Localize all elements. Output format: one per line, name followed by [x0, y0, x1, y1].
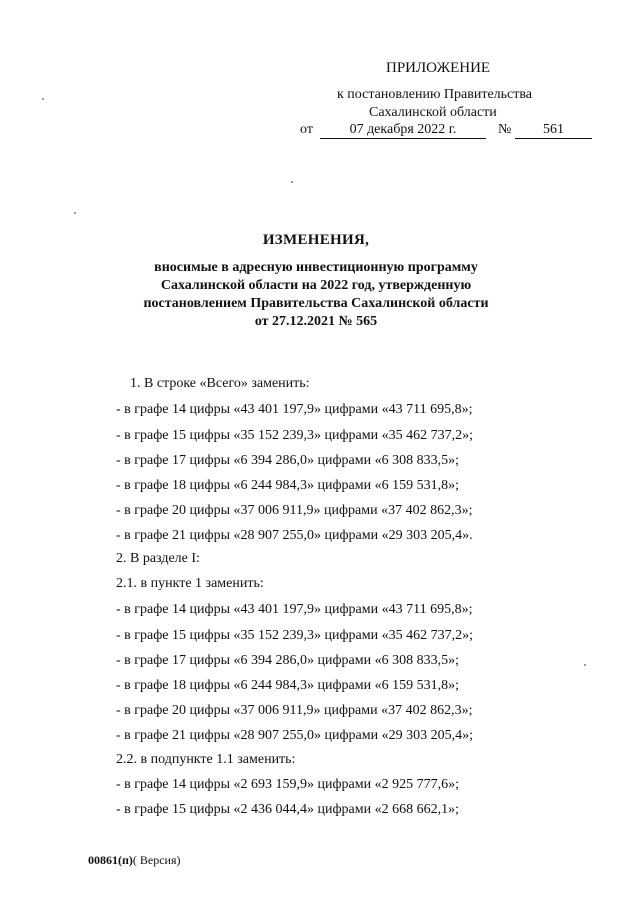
scan-speck	[584, 664, 586, 666]
body-line: - в графе 21 цифры «28 907 255,0» цифрами «29 303 205,4»;	[116, 728, 473, 743]
subtitle-line-2: Сахалинской области на 2022 год, утвержденную	[160, 278, 472, 293]
body-line: - в графе 21 цифры «28 907 255,0» цифрами «29 303 205,4».	[116, 528, 473, 543]
subtitle-line-4: от 27.12.2021 № 565	[254, 314, 378, 329]
subsection-heading: 2.1. в пункте 1 заменить:	[116, 576, 264, 591]
body-line: - в графе 17 цифры «6 394 286,0» цифрами «6 308 833,5»;	[116, 453, 459, 468]
body-line: - в графе 15 цифры «2 436 044,4» цифрами «2 668 662,1»;	[116, 802, 459, 817]
body-line: - в графе 20 цифры «37 006 911,9» цифрами «37 402 862,3»;	[116, 703, 473, 718]
scan-speck	[42, 98, 44, 100]
document-title: ИЗМЕНЕНИЯ,	[262, 232, 370, 248]
body-line: - в графе 14 цифры «2 693 159,9» цифрами «2 925 777,6»;	[116, 777, 459, 792]
subsection-heading: 2.2. в подпункте 1.1 заменить:	[116, 752, 296, 767]
footer-version: ( Версия)	[132, 853, 181, 867]
body-line: - в графе 14 цифры «43 401 197,9» цифрами «43 711 695,8»;	[116, 402, 473, 417]
footer-code	[88, 853, 181, 868]
date-value: 07 декабря 2022 г.	[320, 122, 486, 139]
number-prefix: №	[498, 122, 512, 137]
appendix-line-1: к постановлению Правительства	[337, 87, 533, 102]
scan-speck	[291, 181, 293, 183]
scan-speck	[74, 212, 76, 214]
date-prefix: от	[300, 122, 313, 137]
body-line: 1. В строке «Всего» заменить:	[130, 376, 310, 391]
body-line: - в графе 15 цифры «35 152 239,3» цифрами «35 462 737,2»;	[116, 428, 473, 443]
body-line: - в графе 18 цифры «6 244 984,3» цифрами «6 159 531,8»;	[116, 678, 459, 693]
number-value: 561	[515, 122, 592, 139]
footer-doc-code: 00861(п)	[88, 853, 133, 867]
date-number-row	[300, 122, 600, 142]
body-line: - в графе 20 цифры «37 006 911,9» цифрами «37 402 862,3»;	[116, 503, 473, 518]
appendix-line-2: Сахалинской области	[369, 105, 497, 120]
body-line: - в графе 17 цифры «6 394 286,0» цифрами «6 308 833,5»;	[116, 653, 459, 668]
appendix-title: ПРИЛОЖЕНИЕ	[386, 60, 491, 76]
body-line: - в графе 15 цифры «35 152 239,3» цифрами «35 462 737,2»;	[116, 628, 473, 643]
subtitle-line-1: вносимые в адресную инвестиционную программу	[154, 260, 478, 275]
body-line: - в графе 18 цифры «6 244 984,3» цифрами «6 159 531,8»;	[116, 478, 459, 493]
subtitle-line-3: постановлением Правительства Сахалинской области	[143, 296, 489, 311]
section-heading: 2. В разделе I:	[116, 551, 200, 566]
body-line: - в графе 14 цифры «43 401 197,9» цифрами «43 711 695,8»;	[116, 602, 473, 617]
